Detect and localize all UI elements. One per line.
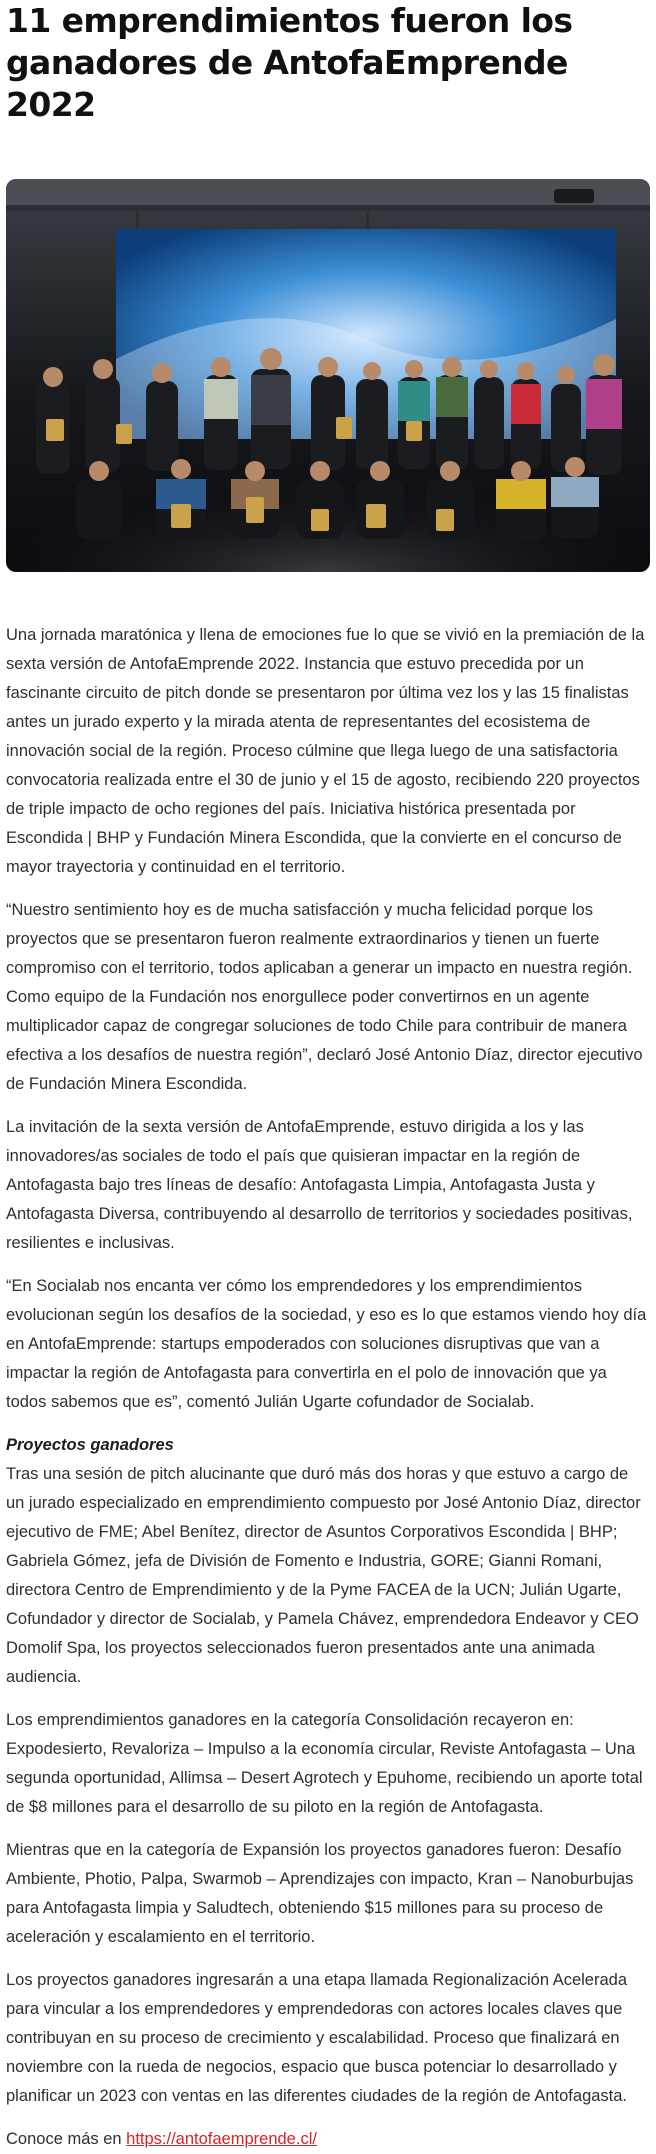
cta-line [6,2125,650,2154]
article-body [6,621,650,2154]
paragraph: La invitación de la sexta versión de AntofaEmprende, estuvo dirigida a los y las innovadores/as sociales de todo el país que quisieran impactar en la región de Antofagasta bajo tres líneas de desafío: Antofagasta Limpia, Antofagasta Justa y Antofagasta Diversa, contribuyendo al desarrollo de territorios y sociedades positivas, resilientes e inclusivas. [6,1118,633,1252]
paragraph: Los emprendimientos ganadores en la categoría Consolidación recayeron en: Expodesierto, Revaloriza – Impulso a la economía circular, Reviste Antofagasta – Una segunda oportunidad, Allimsa – Desert Agrotech y Epuhome, recibiendo un aporte total de $8 millones para el desarrollo de su piloto en la región de Antofagasta. [6,1711,643,1816]
paragraph: Una jornada maratónica y llena de emociones fue lo que se vivió en la premiación de la sexta versión de AntofaEmprende 2022. Instancia que estuvo precedida por un fascinante circuito de pitch donde se presentaron por última vez los y las 15 finalistas antes un jurado experto y la mirada atenta de representantes del ecosistema de innovación social de la región. Proceso cúlmine que llega luego de una satisfactoria convocatoria realizada entre el 30 de junio y el 15 de agosto, recibiendo 220 proyectos de triple impacto de ocho regiones del país. Iniciativa histórica presentada por Escondida | BHP y Fundación Minera Escondida, que la convierte en el concurso de mayor trayectoria y continuidad en el territorio. [6,626,645,876]
cta-prefix: Conoce más en [6,2130,127,2148]
article-title: 11 emprendimientos fueron los ganadores de AntofaEmprende 2022 [6,1,573,124]
paragraph: Mientras que en la categoría de Expansión los proyectos ganadores fueron: Desafío Ambiente, Photio, Palpa, Swarmob – Aprendizajes con impacto, Kran – Nanoburbujas para Antofagasta limpia y Saludtech, obteniendo $15 millones para su proceso de aceleración y escalamiento en el territorio. [6,1841,634,1946]
winners-section [6,1431,650,1692]
paragraph: Los proyectos ganadores ingresarán a una etapa llamada Regionalización Acelerada para vincular a los emprendedores y emprendedoras con actores locales claves que contribuyan en su proceso de crecimiento y escalabilidad. Proceso que finalizará en noviembre con la rueda de negocios, espacio que busca potenciar lo desarrollado y planificar un 2023 con ventas en las diferentes ciudades de la región de Antofagasta. [6,1971,628,2105]
antofaemprende-link[interactable]: https://antofaemprende.cl/ [126,2130,317,2148]
paragraph: “Nuestro sentimiento hoy es de mucha satisfacción y mucha felicidad porque los proyectos que se presentaron fueron realmente extraordinarios y tienen un fuerte compromiso con el territorio, todos aplicaban a generar un impacto en nuestra región. Como equipo de la Fundación nos enorgullece poder convertirnos en un agente multiplicador capaz de congregar soluciones de todo Chile para contribuir de manera efectiva a los desafíos de nuestra región”, declaró José Antonio Díaz, director ejecutivo de Fundación Minera Escondida. [6,901,643,1093]
hero-photo [6,179,650,572]
paragraph: Tras una sesión de pitch alucinante que duró más dos horas y que estuvo a cargo de un jurado especializado en emprendimiento compuesto por José Antonio Díaz, director ejecutivo de FME; Abel Benítez, director de Asuntos Corporativos Escondida | BHP; Gabriela Gómez, jefa de División de Fomento e Industria, GORE; Gianni Romani, directora Centro de Emprendimiento y de la Pyme FACEA de la UCN; Julián Ugarte, Cofundador y director de Socialab, y Pamela Chávez, emprendedora Endeavor y CEO Domolif Spa, los proyectos seleccionados fueron presentados ante una animada audiencia. [6,1465,641,1686]
paragraph: “En Socialab nos encanta ver cómo los emprendedores y los emprendimientos evolucionan según los desafíos de la sociedad, y eso es lo que estamos viendo hoy día en AntofaEmprende: startups empoderados con soluciones disruptivas que van a impactar la región de Antofagasta para convertirla en el polo de innovación que ya todos sabemos que es”, comentó Julián Ugarte cofundador de Socialab. [6,1277,647,1411]
section-subhead: Proyectos ganadores [6,1436,174,1454]
